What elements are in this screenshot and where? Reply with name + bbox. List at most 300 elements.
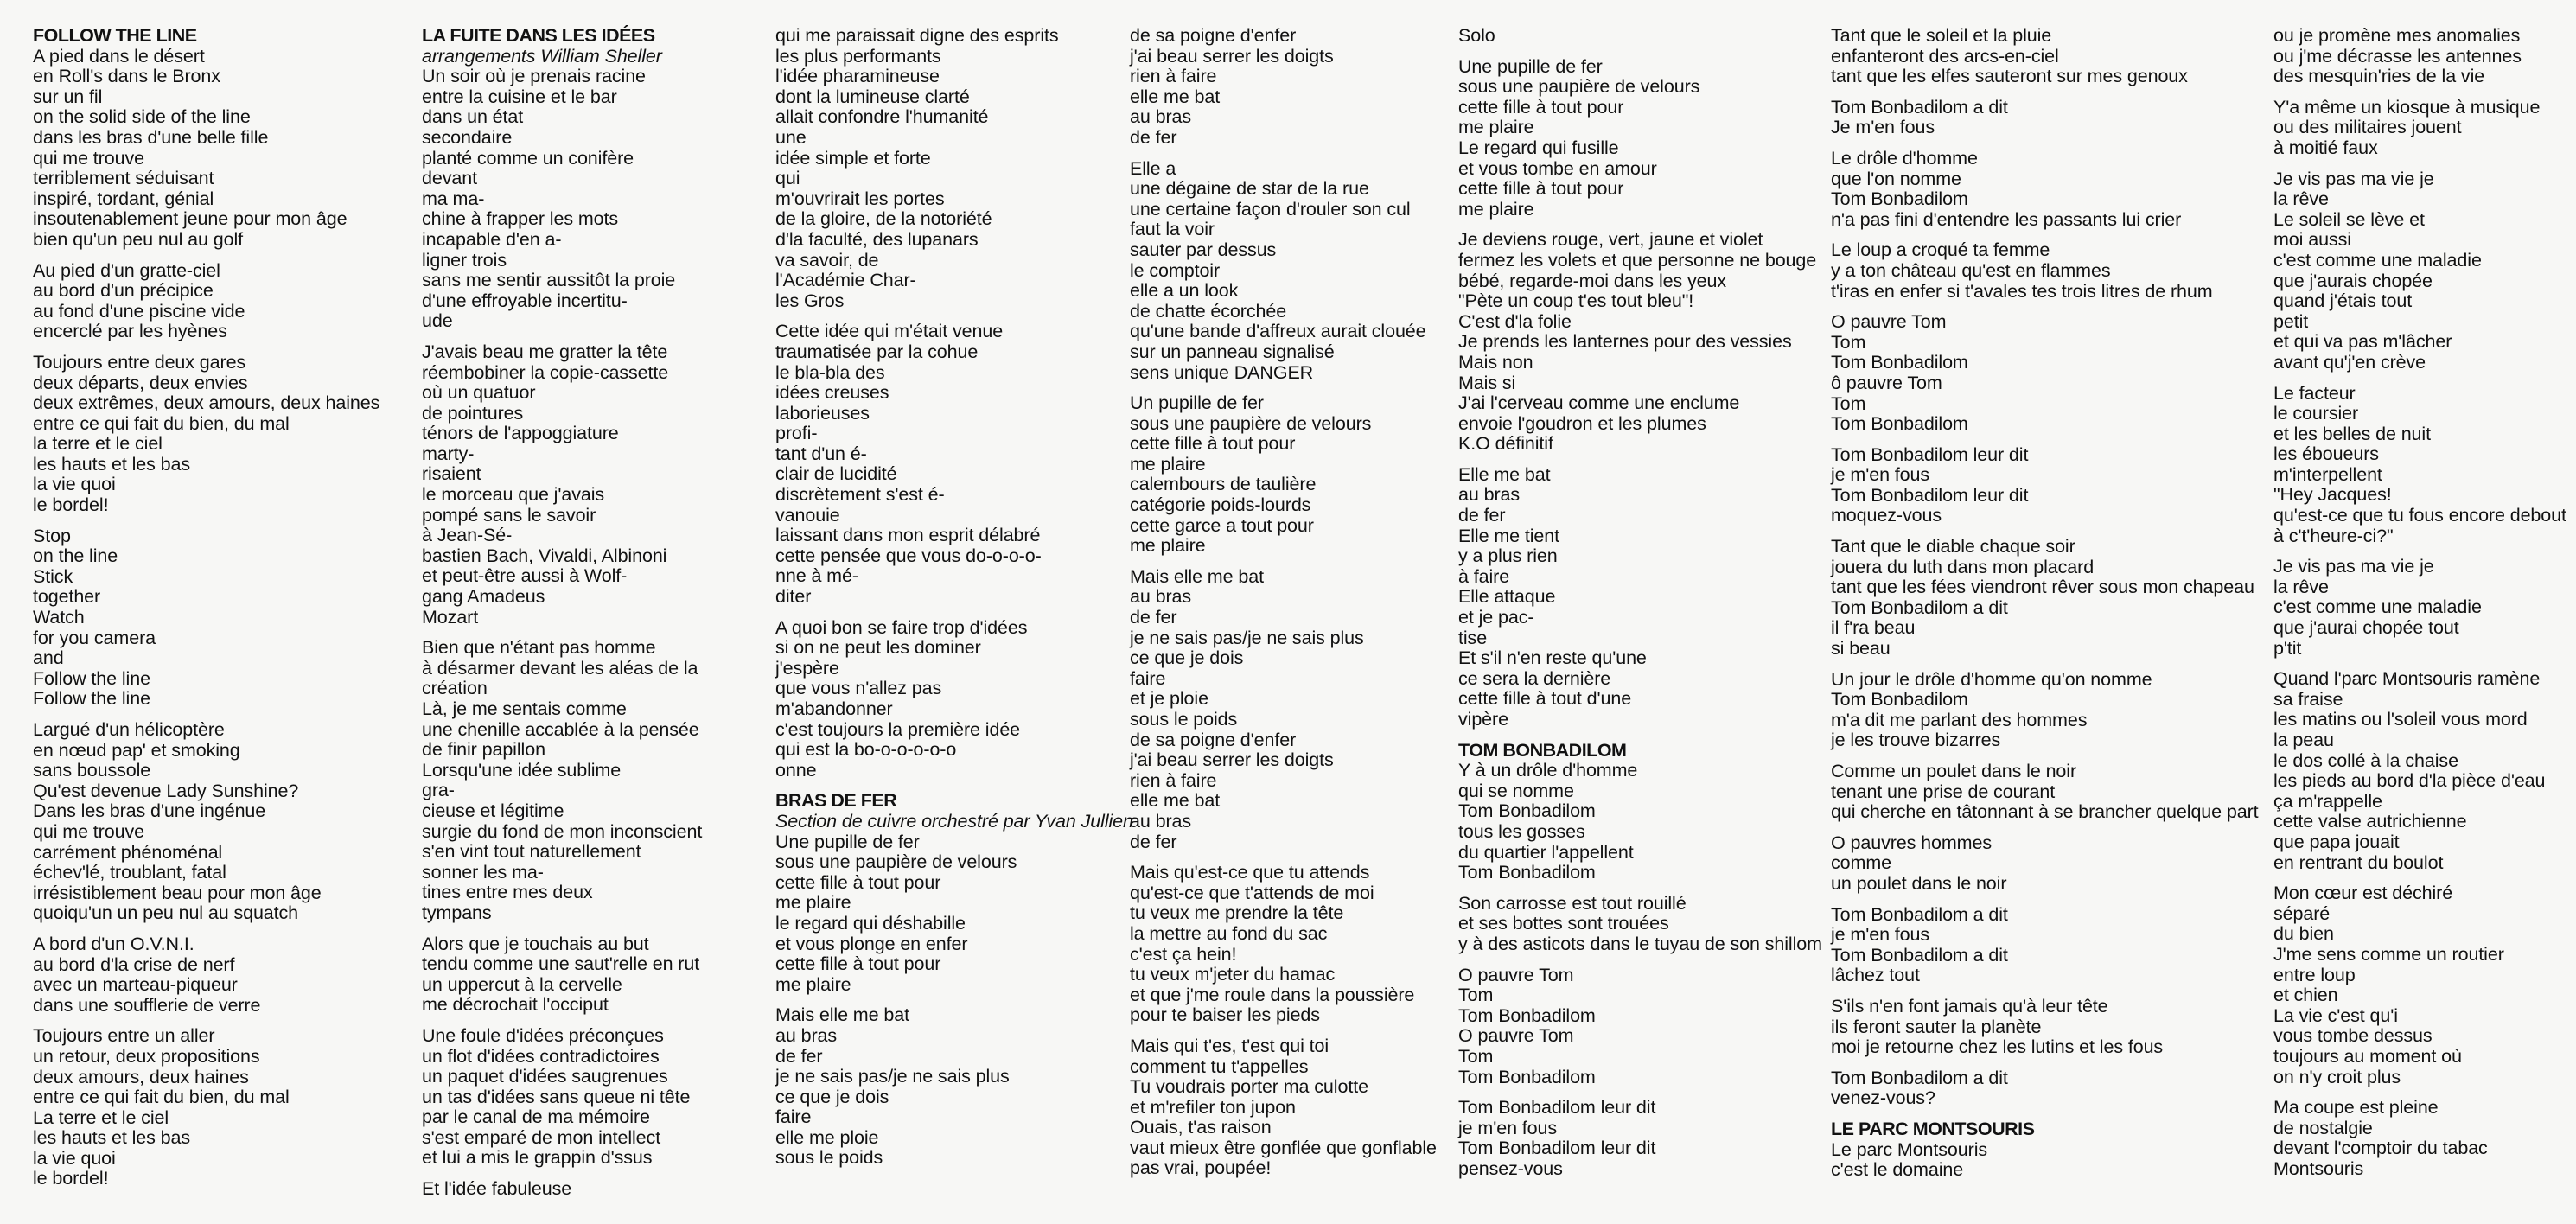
lyric-line: Je prends les lanternes pour des vessies [1458,331,1792,353]
lyric-line: deux amours, deux haines [33,1066,249,1087]
lyric-line: qui [775,168,800,189]
lyric-line: quand j'étais tout [2273,290,2413,312]
lyric-line: for you camera [33,627,156,648]
lyric-line: si beau [1831,638,1891,660]
stanza-gap [422,924,702,934]
lyric-line: ce sera la dernière [1458,667,1611,689]
lyric-line: de la gloire, de la notoriété [775,208,992,230]
lyric-line: Son carrosse est tout rouillé [1458,892,1687,914]
lyric-line: me plaire [1130,535,1206,557]
lyric-line: à c't'heure-ci?" [2273,525,2394,546]
lyric-line: ou je promène mes anomalies [2273,25,2521,46]
lyric-line: Tom Bonbadilom [1831,689,1968,711]
lyric-line: tant que les elfes sauteront sur mes genoux [1831,66,2188,87]
lyric-line: ou j'me décrasse les antennes [2273,45,2522,67]
lyric-line: surgie du fond de mon inconscient [422,820,703,842]
lyric-line: sans boussole [33,760,151,781]
lyric-line: Bien que n'étant pas homme [422,637,656,659]
lyric-line: ténors de l'appoggiature [422,423,619,444]
lyric-line: un retour, deux propositions [33,1045,260,1067]
lyric-line: s'en vint tout naturellement [422,841,641,863]
lyric-line: Mais non [1458,351,1533,373]
lyric-line: sous une paupière de velours [1458,76,1700,98]
lyric-line: Cette idée qui m'était venue [775,321,1004,342]
lyric-line: discrètement s'est é- [775,484,945,506]
lyric-line: inspiré, tordant, génial [33,188,214,209]
lyric-line: Tom Bonbadilom a dit [1831,903,2008,925]
lyric-line: y a plus rien [1458,545,1558,567]
lyric-line: marty- [422,443,475,464]
lyric-line: nne à mé- [775,565,858,587]
lyric-line: dans une soufflerie de verre [33,994,261,1016]
lyric-line: risaient [422,463,481,485]
lyric-line: Tom Bonbadilom leur dit [1831,484,2029,506]
lyric-line: à moitié faux [2273,137,2378,158]
lyric-line: together [33,586,101,608]
lyric-line: Dans les bras d'une ingénue [33,800,266,822]
lyric-line: Le drôle d'homme [1831,147,1978,169]
lyric-line: Follow the line [33,688,150,710]
lyric-line: A quoi bon se faire trop d'idées [775,616,1028,638]
lyric-line: cette fille à tout pour [775,871,941,893]
lyric-line: C'est d'la folie [1458,310,1572,332]
lyric-line: qui me paraissait digne des esprits [775,25,1059,46]
lyric-line: p'tit [2273,637,2302,659]
song-credit: arrangements William Sheller [422,45,662,67]
lyric-line: sa fraise [2273,688,2343,710]
lyric-line: elle a un look [1130,280,1239,302]
lyric-line: et chien [2273,985,2338,1006]
lyric-line: me décrochait l'occiput [422,994,609,1016]
lyric-line: Toujours entre un aller [33,1025,215,1047]
lyric-line: sous une paupière de velours [775,851,1017,873]
lyric-line: cieuse et légitime [422,800,564,821]
lyric-line: un uppercut à la cervelle [422,973,622,995]
lyric-line: Largué d'un hélicoptère [33,719,225,740]
lyric-line: les hauts et les bas [33,453,191,475]
lyric-line: sous une paupière de velours [1130,412,1372,434]
lyric-line: sauter par dessus [1130,239,1277,260]
stanza-gap [1831,1058,2259,1068]
lyric-line: séparé [2273,902,2331,924]
lyric-line: bien qu'un peu nul au golf [33,228,243,250]
lyric-line: Tom Bonbadilom [1458,1004,1596,1026]
lyric-line: les hauts et les bas [33,1127,191,1149]
lyric-line: en Roll's dans le Bronx [33,66,220,87]
lyric-line: O pauvres hommes [1831,832,1993,853]
lyric-line: et que j'me roule dans la poussière [1130,984,1415,1005]
lyric-line: t'iras en enfer si t'avales tes trois litres de rhum [1831,280,2213,302]
lyric-line: Un jour le drôle d'homme qu'on nomme [1831,668,2152,690]
lyric-line: n'a pas fini d'entendre les passants lui crier [1831,208,2182,230]
lyric-line: cette fille à tout pour [1130,433,1296,455]
lyric-line: Comme un poulet dans le noir [1831,761,2077,781]
lyric-line: Tom Bonbadilom [1831,413,1968,435]
lyric-line: le bordel! [33,494,109,516]
lyric-line: me plaire [1458,198,1534,220]
lyric-line: enfanteront des arcs-en-ciel [1831,45,2059,67]
lyrics-column-6 [1831,26,2259,1181]
lyric-line: gang Amadeus [422,586,545,608]
lyric-line: tant d'un é- [775,443,867,464]
lyric-line: de fer [1130,126,1177,148]
lyric-line: et les belles de nuit [2273,423,2431,444]
lyric-line: ça m'rappelle [2273,790,2382,812]
lyric-line: y à des asticots dans le tuyau de son shillom [1458,933,1822,954]
lyric-line: de pointures [422,402,524,424]
lyric-line: je m'en fous [1831,464,1930,486]
lyric-line: la rêve [2273,188,2329,210]
lyric-line: le bla-bla des [775,361,885,383]
lyric-line: Elle me tient [1458,525,1560,546]
lyric-line: Le facteur [2273,382,2356,404]
lyric-line: le morceau que j'avais [422,484,605,506]
lyric-line: tant que les fées viendront rêver sous mon chapeau [1831,577,2254,598]
lyric-line: les Gros [775,290,845,311]
lyric-line: au bras [1458,484,1521,506]
lyric-line: Et s'il n'en reste qu'une [1458,647,1647,669]
stanza-gap [33,251,379,261]
stanza-gap [1831,895,2259,905]
lyric-line: de fer [1458,505,1506,526]
lyric-line: irrésistiblement beau pour mon âge [33,882,322,903]
lyric-line: traumatisée par la cohue [775,341,979,362]
lyric-line: un paquet d'idées saugrenues [422,1066,668,1087]
lyric-line: A pied dans le désert [33,45,205,67]
lyric-line: échev'lé, troublant, fatal [33,862,226,883]
lyric-line: la peau [2273,730,2334,750]
lyric-line: et vous plonge en enfer [775,933,968,954]
lyric-line: Elle a [1130,157,1176,179]
lyric-line: à faire [1458,565,1510,587]
lyrics-column-2 [422,26,702,1200]
lyric-line: laborieuses [775,402,870,424]
stanza-gap [1130,149,1437,159]
lyric-line: moi aussi [2273,229,2351,251]
lyric-line: et vous tombe en amour [1458,157,1657,179]
lyric-line: ma ma- [422,188,485,209]
song-title: FOLLOW THE LINE [33,25,197,46]
lyric-line: me plaire [1130,453,1206,475]
lyric-line: à désarmer devant les aléas de la [422,657,698,679]
lyric-line: cette garce a tout pour [1130,514,1314,536]
lyric-line: pensez-vous [1458,1157,1563,1179]
lyric-line: encerclé par les hyènes [33,321,227,342]
lyric-line: sens unique DANGER [1130,361,1314,383]
lyric-line: un flot d'idées contradictoires [422,1045,660,1067]
stanza-gap [1458,730,1822,741]
lyric-line: et ses bottes sont trouées [1458,913,1669,934]
lyric-line: l'Académie Char- [775,270,916,291]
lyric-line: O pauvre Tom [1458,964,1574,985]
lyric-line: O pauvre Tom [1831,311,1947,333]
lyric-line: y a ton château qu'est en flammes [1831,259,2111,281]
lyric-line: diter [775,586,812,608]
lyric-line: allait confondre l'humanité [775,106,989,128]
lyric-line: elle me bat [1130,86,1221,107]
lyric-line: qui cherche en tâtonnant à se brancher quelque part [1831,801,2259,823]
lyric-line: lâchez tout [1831,965,1920,986]
lyric-line: Mais qu'est-ce que tu attends [1130,862,1370,883]
lyric-line: moi je retourne chez les lutins et les fous [1831,1036,2164,1058]
lyric-line: entre ce qui fait du bien, du mal [33,1087,290,1108]
lyric-line: tenant une prise de courant [1831,781,2056,802]
lyric-line: A bord d'un O.V.N.I. [33,933,194,954]
lyric-line: Le regard qui fusille [1458,137,1619,158]
song-credit: Section de cuivre orchestré par Yvan Jullien [775,810,1133,832]
lyric-line: où un quatuor [422,382,536,404]
lyric-line: va savoir, de [775,249,879,271]
lyric-line: je ne sais pas/je ne sais plus [775,1066,1010,1087]
lyric-line: m'interpellent [2273,463,2382,485]
lyric-line: de chatte écorchée [1130,300,1287,322]
lyric-line: entre ce qui fait du bien, du mal [33,412,290,434]
lyric-line: moquez-vous [1831,505,1942,526]
lyric-line: Tom Bonbadilom leur dit [1831,443,2029,465]
lyric-line: et lui a mis le grappin d'ssus [422,1147,653,1169]
stanza-gap [2273,373,2566,384]
lyric-line: Lorsqu'une idée sublime [422,759,622,781]
lyric-line: au fond d'une piscine vide [33,300,245,322]
lyric-line: qu'est-ce que tu fous encore debout [2273,505,2566,526]
lyric-line: ou des militaires jouent [2273,117,2462,138]
lyric-line: vanouie [775,504,840,526]
lyric-line: Y'a même un kiosque à musique [2273,96,2541,118]
lyric-line: s'est emparé de mon intellect [422,1126,661,1148]
lyric-line: faut la voir [1130,219,1215,240]
lyric-line: de sa poigne d'enfer [1130,25,1297,46]
lyric-line: m'a dit me parlant des hommes [1831,709,2088,730]
stanza-gap [2273,159,2566,169]
lyric-line: entre loup [2273,964,2356,985]
lyric-line: Mais si [1458,372,1516,393]
lyric-line: qui se nomme [1458,780,1574,801]
lyric-line: les matins ou l'soleil vous mord [2273,709,2528,730]
lyric-line: clair de lucidité [775,463,897,485]
lyric-line: Follow the line [33,667,150,689]
lyric-line: pour te baiser les pieds [1130,1004,1320,1026]
lyric-line: Qu'est devenue Lady Sunshine? [33,780,299,801]
lyric-line: Je vis pas ma vie je [2273,556,2434,577]
lyrics-column-5 [1458,26,1822,1179]
lyric-line: qui me trouve [33,820,144,842]
lyric-line: elle me bat [1130,790,1221,812]
lyric-line: j'ai beau serrer les doigts [1130,45,1334,67]
lyric-line: Le parc Montsouris [1831,1138,1988,1160]
lyric-line: venez-vous? [1831,1087,1935,1109]
lyric-line: le comptoir [1130,259,1221,281]
lyric-line: chine à frapper les mots [422,208,619,230]
lyric-line: calembours de taulière [1130,474,1317,495]
stanza-gap [1458,883,1822,894]
lyric-line: Tom Bonbadilom a dit [1831,944,2008,966]
lyric-line: le bordel! [33,1168,109,1189]
lyric-line: Elle me bat [1458,463,1551,485]
lyric-line: me plaire [1458,117,1534,138]
lyric-line: Un soir où je prenais racine [422,66,646,87]
lyric-line: de sa poigne d'enfer [1130,729,1297,750]
lyric-line: deux départs, deux envies [33,372,248,393]
lyric-line: si on ne peut les dominer [775,637,981,659]
lyric-line: la vie quoi [33,474,116,495]
lyric-line: devant [422,168,477,189]
lyric-line: tines entre mes deux [422,882,593,903]
lyrics-column-7 [2273,26,2566,1179]
lyric-line: avant qu'j'en crève [2273,351,2426,373]
lyric-line: pompé sans le savoir [422,504,596,526]
lyric-line: Mais elle me bat [1130,565,1264,587]
lyric-line: deux extrêmes, deux amours, deux haines [33,392,380,414]
lyric-line: création [422,678,488,699]
lyric-line: onne [775,759,817,781]
lyric-line: idées creuses [775,382,889,404]
lyric-line: Là, je me sentais comme [422,698,627,719]
lyric-line: du bien [2273,923,2334,945]
lyric-line: l'idée pharamineuse [775,66,940,87]
lyric-line: J'ai l'cerveau comme une enclume [1458,392,1740,414]
lyric-line: une dégaine de star de la rue [1130,178,1369,200]
lyric-line: pas vrai, poupée! [1130,1157,1272,1179]
lyric-line: je m'en fous [1458,1117,1558,1138]
lyric-line: et peut-être aussi à Wolf- [422,565,628,587]
lyric-line: elle me ploie [775,1126,879,1148]
song-title: LA FUITE DANS LES IDÉES [422,25,655,46]
lyric-line: me plaire [775,973,851,995]
lyric-line: la mettre au fond du sac [1130,922,1328,944]
lyric-line: les éboueurs [2273,443,2379,465]
lyric-line: qu'une bande d'affreux aurait clouée [1130,321,1426,342]
lyric-line: et je pac- [1458,607,1534,628]
lyric-line: une [775,126,807,148]
lyric-line: ligner trois [422,249,507,271]
lyric-line: Tant que le diable chaque soir [1831,536,2075,558]
lyric-line: me plaire [775,892,851,914]
lyric-line: avec un marteau-piqueur [33,974,238,996]
lyric-line: dans un état [422,106,524,128]
lyric-line: et je ploie [1130,688,1208,710]
lyric-line: dans les bras d'une belle fille [33,126,269,148]
lyric-line: Stop [33,525,71,546]
lyric-line: qu'est-ce que t'attends de moi [1130,882,1374,903]
lyric-line: Tom Bonbadilom a dit [1831,596,2008,618]
lyric-line: envoie l'goudron et les plumes [1458,412,1706,434]
lyric-line: ude [422,310,453,332]
lyric-line: cette fille à tout d'une [1458,688,1632,710]
lyric-line: Je m'en fous [1831,117,1935,138]
lyric-line: une certaine façon d'rouler son cul [1130,198,1411,220]
lyric-line: en nœud pap' et smoking [33,739,240,761]
lyric-line: vous tombe dessus [2273,1025,2433,1047]
lyric-line: Elle attaque [1458,586,1556,608]
lyric-line: que papa jouait [2273,831,2400,852]
lyric-line: devant l'comptoir du tabac [2273,1138,2488,1159]
lyric-line: faire [775,1106,812,1128]
lyrics-column-1 [33,26,379,1189]
lyric-line: incapable d'en a- [422,228,562,250]
lyric-line: J'me sens comme un routier [2273,943,2504,965]
lyric-line: Tom Bonbadilom [1458,1066,1596,1087]
lyric-line: Tom Bonbadilom a dit [1831,96,2008,118]
lyric-line: des mesquin'ries de la vie [2273,66,2485,87]
lyric-line: que j'aurai chopée tout [2273,617,2459,639]
lyric-line: le coursier [2273,403,2359,424]
lyric-line: fermez les volets et que personne ne bouge [1458,249,1817,271]
lyric-line: tendu comme une saut'relle en rut [422,953,700,975]
lyric-line: gra- [422,780,455,801]
lyric-line: c'est comme une maladie [2273,596,2482,618]
lyric-line: vaut mieux être gonflée que gonflable [1130,1137,1437,1158]
lyrics-column-4 [1130,26,1437,1179]
lyric-line: rien à faire [1130,769,1217,791]
lyric-line: sans me sentir aussitôt la proie [422,270,676,291]
lyric-line: réembobiner la copie-cassette [422,361,669,383]
lyric-line: de finir papillon [422,739,545,761]
lyric-line: un poulet dans le noir [1831,872,2007,894]
lyric-line: cette fille à tout pour [775,953,941,975]
lyric-line: et qui va pas m'lâcher [2273,331,2452,353]
lyric-line: entre la cuisine et le bar [422,86,617,107]
stanza-gap [1831,435,2259,445]
lyric-line: La terre et le ciel [33,1106,169,1128]
lyric-line: Tom Bonbadilom a dit [1831,1067,2008,1088]
lyric-line: Stick [33,565,73,587]
lyric-line: le regard qui déshabille [775,912,966,934]
lyric-line: Tom [1458,985,1494,1006]
lyric-line: catégorie poids-lourds [1130,494,1311,516]
lyric-line: Tom [1831,392,1866,414]
lyric-line: "Pète un coup t'es tout bleu"! [1458,290,1694,312]
lyric-line: cette fille à tout pour [1458,178,1624,200]
lyric-line: tu veux m'jeter du hamac [1130,964,1336,985]
lyric-line: j'espère [775,657,839,679]
lyric-line: c'est ça hein! [1130,943,1237,965]
lyric-line: Tom Bonbadilom leur dit [1458,1138,1656,1159]
lyric-line: Le soleil se lève et [2273,208,2425,230]
lyric-line: qui me trouve [33,147,144,169]
lyric-line: tu veux me prendre la tête [1130,902,1344,924]
stanza-gap [775,608,1133,618]
lyric-line: sous le poids [775,1147,883,1169]
lyric-line: la terre et le ciel [33,433,163,455]
lyric-line: ce que je dois [775,1086,889,1107]
lyric-line: quoiqu'un un peu nul au squatch [33,902,299,924]
lyric-line: Au pied d'un gratte-ciel [33,259,220,281]
stanza-gap [1831,660,2259,670]
lyric-line: Toujours entre deux gares [33,351,246,373]
lyric-line: une chenille accablée à la pensée [422,718,699,740]
song-title: LE PARC MONTSOURIS [1831,1118,2035,1139]
stanza-gap [1458,955,1822,966]
lyric-line: c'est le domaine [1831,1159,1964,1181]
lyric-line: que j'aurais chopée [2273,270,2433,291]
lyric-line: du quartier l'appellent [1458,841,1634,863]
lyric-line: O pauvre Tom [1458,1025,1574,1047]
lyric-line: Ma coupe est pleine [2273,1097,2439,1119]
lyric-line: à Jean-Sé- [422,525,513,546]
lyric-line: je ne sais pas/je ne sais plus [1130,627,1364,648]
lyric-line: Mais qui t'es, t'est qui toi [1130,1035,1329,1056]
lyric-line: c'est toujours la première idée [775,718,1021,740]
lyric-line: laissant dans mon esprit délabré [775,525,1041,546]
lyric-line: Mozart [422,606,479,628]
lyric-line: Tant que le soleil et la pluie [1831,25,2052,46]
lyric-line: Tom Bonbadilom [1458,800,1596,822]
lyric-line: profi- [775,423,818,444]
lyric-line: m'ouvrirait les portes [775,188,945,209]
lyric-line: toujours au moment où [2273,1045,2462,1067]
lyric-line: and [33,647,64,669]
stanza-gap [2273,87,2566,98]
